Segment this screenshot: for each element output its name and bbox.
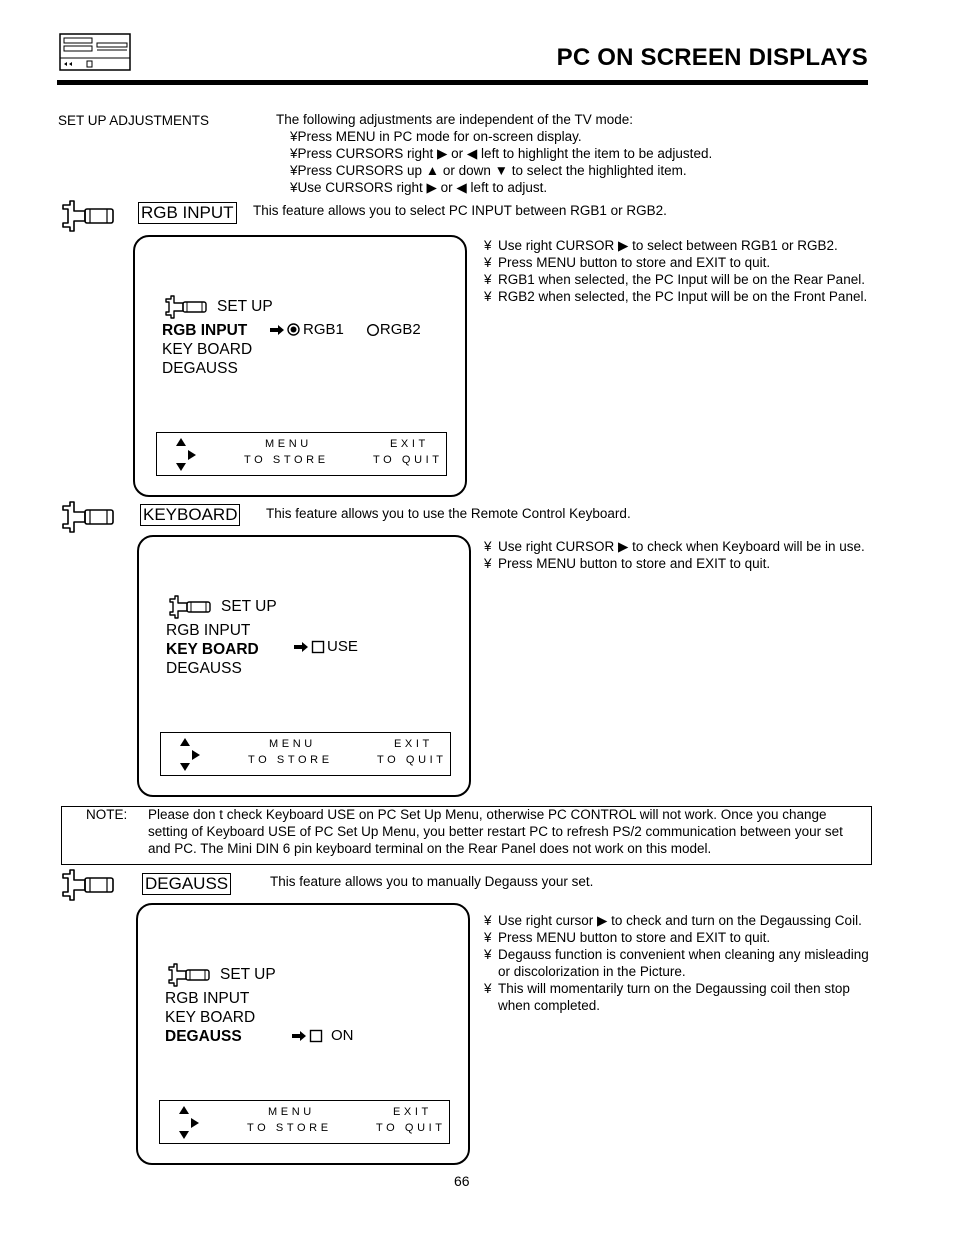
wrench-icon — [164, 963, 214, 987]
tv-screen-degauss — [136, 903, 470, 1165]
keyboard-options — [293, 638, 358, 655]
osd-item-degauss[interactable]: DEGAUSS — [165, 1028, 242, 1045]
wrench-icon — [57, 868, 119, 902]
bar-store-label: TO STORE — [247, 1122, 332, 1134]
arrow-right-icon — [291, 1030, 307, 1042]
rgb2-option[interactable]: RGB2 — [379, 321, 421, 338]
bar-menu-label: MENU — [269, 738, 316, 750]
arrow-right-icon — [269, 324, 285, 336]
bullet-item: ¥ Press MENU button to store and EXIT to quit. — [484, 555, 869, 572]
note-text: Please don t check Keyboard USE on PC Set Up Menu, otherwise PC CONTROL will not work. Once you change setting of Keyboard USE of PC Set Up Menu, you better restart PC to refresh PS/2 communication between your set and PC. The Mini DIN 6 pin keyboard terminal on the Rear Panel does not work on this model. — [148, 807, 843, 856]
on-option[interactable]: ON — [331, 1027, 354, 1044]
rgb-options — [269, 321, 421, 338]
keyboard-description: This feature allows you to use the Remote Control Keyboard. — [266, 506, 631, 521]
wrench-icon — [161, 295, 211, 319]
osd-button-bar — [160, 732, 451, 776]
bullet-item: ¥ Press MENU button to store and EXIT to quit. — [484, 254, 869, 271]
osd-item-key-board[interactable]: KEY BOARD — [162, 341, 253, 358]
note-label: NOTE: — [86, 807, 128, 822]
osd-title: SET UP — [217, 298, 273, 315]
bar-store-label: TO STORE — [248, 754, 333, 766]
radio-unselected-icon[interactable] — [366, 323, 380, 337]
osd-item-rgb-input[interactable]: RGB INPUT — [166, 622, 251, 639]
bar-exit-label: EXIT — [394, 738, 433, 750]
tv-screen-rgb — [133, 235, 467, 497]
osd-item-rgb-input[interactable]: RGB INPUT — [165, 990, 250, 1007]
setup-step: ¥Press CURSORS up ▲ or down ▼ to select the highlighted item. — [290, 163, 687, 178]
osd-title: SET UP — [220, 966, 276, 983]
bar-store-label: TO STORE — [244, 454, 329, 466]
bar-menu-label: MENU — [268, 1106, 315, 1118]
osd-title: SET UP — [221, 598, 277, 615]
rgb-input-bullets — [484, 237, 869, 305]
setup-step: ¥Press MENU in PC mode for on-screen display. — [290, 129, 582, 144]
bar-exit-label: EXIT — [390, 438, 429, 450]
bar-exit-label: EXIT — [393, 1106, 432, 1118]
bullet-item: ¥ Use right cursor ▶ to check and turn on the Degaussing Coil. — [484, 912, 869, 929]
osd-button-bar — [156, 432, 447, 476]
bullet-item: ¥ RGB2 when selected, the PC Input will be on the Front Panel. — [484, 288, 869, 305]
bullet-item: ¥ Use right CURSOR ▶ to select between RGB1 or RGB2. — [484, 237, 869, 254]
degauss-description: This feature allows you to manually Degauss your set. — [270, 874, 594, 889]
checkbox-icon[interactable] — [309, 1029, 323, 1043]
use-option[interactable]: USE — [327, 638, 358, 655]
page-number: 66 — [454, 1173, 470, 1189]
bullet-item: ¥ Degauss function is convenient when cleaning any misleading or discolorization in the Picture. — [484, 946, 869, 980]
degauss-bullets — [484, 912, 869, 1014]
setup-heading: SET UP ADJUSTMENTS — [58, 113, 210, 128]
osd-menu — [162, 321, 252, 378]
setup-step: ¥Use CURSORS right ▶ or ◀ left to adjust. — [290, 180, 548, 195]
bullet-item: ¥ Use right CURSOR ▶ to check when Keyboard will be in use. — [484, 538, 869, 555]
wrench-icon — [57, 199, 119, 233]
page-title: PC ON SCREEN DISPLAYS — [556, 44, 868, 71]
wrench-icon — [165, 595, 215, 619]
radio-selected-icon[interactable] — [286, 322, 301, 337]
setup-intro: The following adjustments are independent of the TV mode: — [276, 112, 633, 127]
osd-menu — [166, 621, 259, 678]
bar-menu-label: MENU — [265, 438, 312, 450]
rgb1-option[interactable]: RGB1 — [303, 321, 344, 338]
setup-steps — [290, 128, 712, 196]
setup-step: ¥Press CURSORS right ▶ or ◀ left to highlight the item to be adjusted. — [290, 146, 713, 161]
cursor-arrows-icon — [176, 1104, 202, 1140]
bullet-item: ¥ This will momentarily turn on the Degaussing coil then stop when completed. — [484, 980, 869, 1014]
degauss-options — [291, 1027, 354, 1044]
checkbox-icon[interactable] — [311, 640, 325, 654]
wrench-icon — [57, 500, 119, 534]
osd-item-degauss[interactable]: DEGAUSS — [162, 360, 238, 377]
cursor-arrows-icon — [177, 736, 203, 772]
arrow-right-icon — [293, 641, 309, 653]
bar-quit-label: TO QUIT — [376, 1122, 446, 1134]
osd-button-bar — [159, 1100, 450, 1144]
osd-menu — [165, 989, 255, 1046]
degauss-label: DEGAUSS — [142, 873, 231, 895]
vcr-icon — [59, 33, 131, 71]
rgb-input-label: RGB INPUT — [138, 202, 237, 224]
bullet-item: ¥ Press MENU button to store and EXIT to quit. — [484, 929, 869, 946]
cursor-arrows-icon — [173, 436, 199, 472]
osd-item-degauss[interactable]: DEGAUSS — [166, 660, 242, 677]
tv-screen-keyboard — [137, 535, 471, 797]
osd-item-key-board[interactable]: KEY BOARD — [165, 1009, 256, 1026]
osd-item-key-board[interactable]: KEY BOARD — [166, 641, 259, 658]
rgb-input-description: This feature allows you to select PC INPUT between RGB1 or RGB2. — [253, 203, 667, 218]
bar-quit-label: TO QUIT — [377, 754, 447, 766]
header-rule — [57, 80, 868, 85]
bar-quit-label: TO QUIT — [373, 454, 443, 466]
keyboard-label: KEYBOARD — [140, 504, 240, 526]
bullet-item: ¥ RGB1 when selected, the PC Input will be on the Rear Panel. — [484, 271, 869, 288]
keyboard-bullets — [484, 538, 869, 572]
osd-item-rgb-input[interactable]: RGB INPUT — [162, 322, 248, 339]
